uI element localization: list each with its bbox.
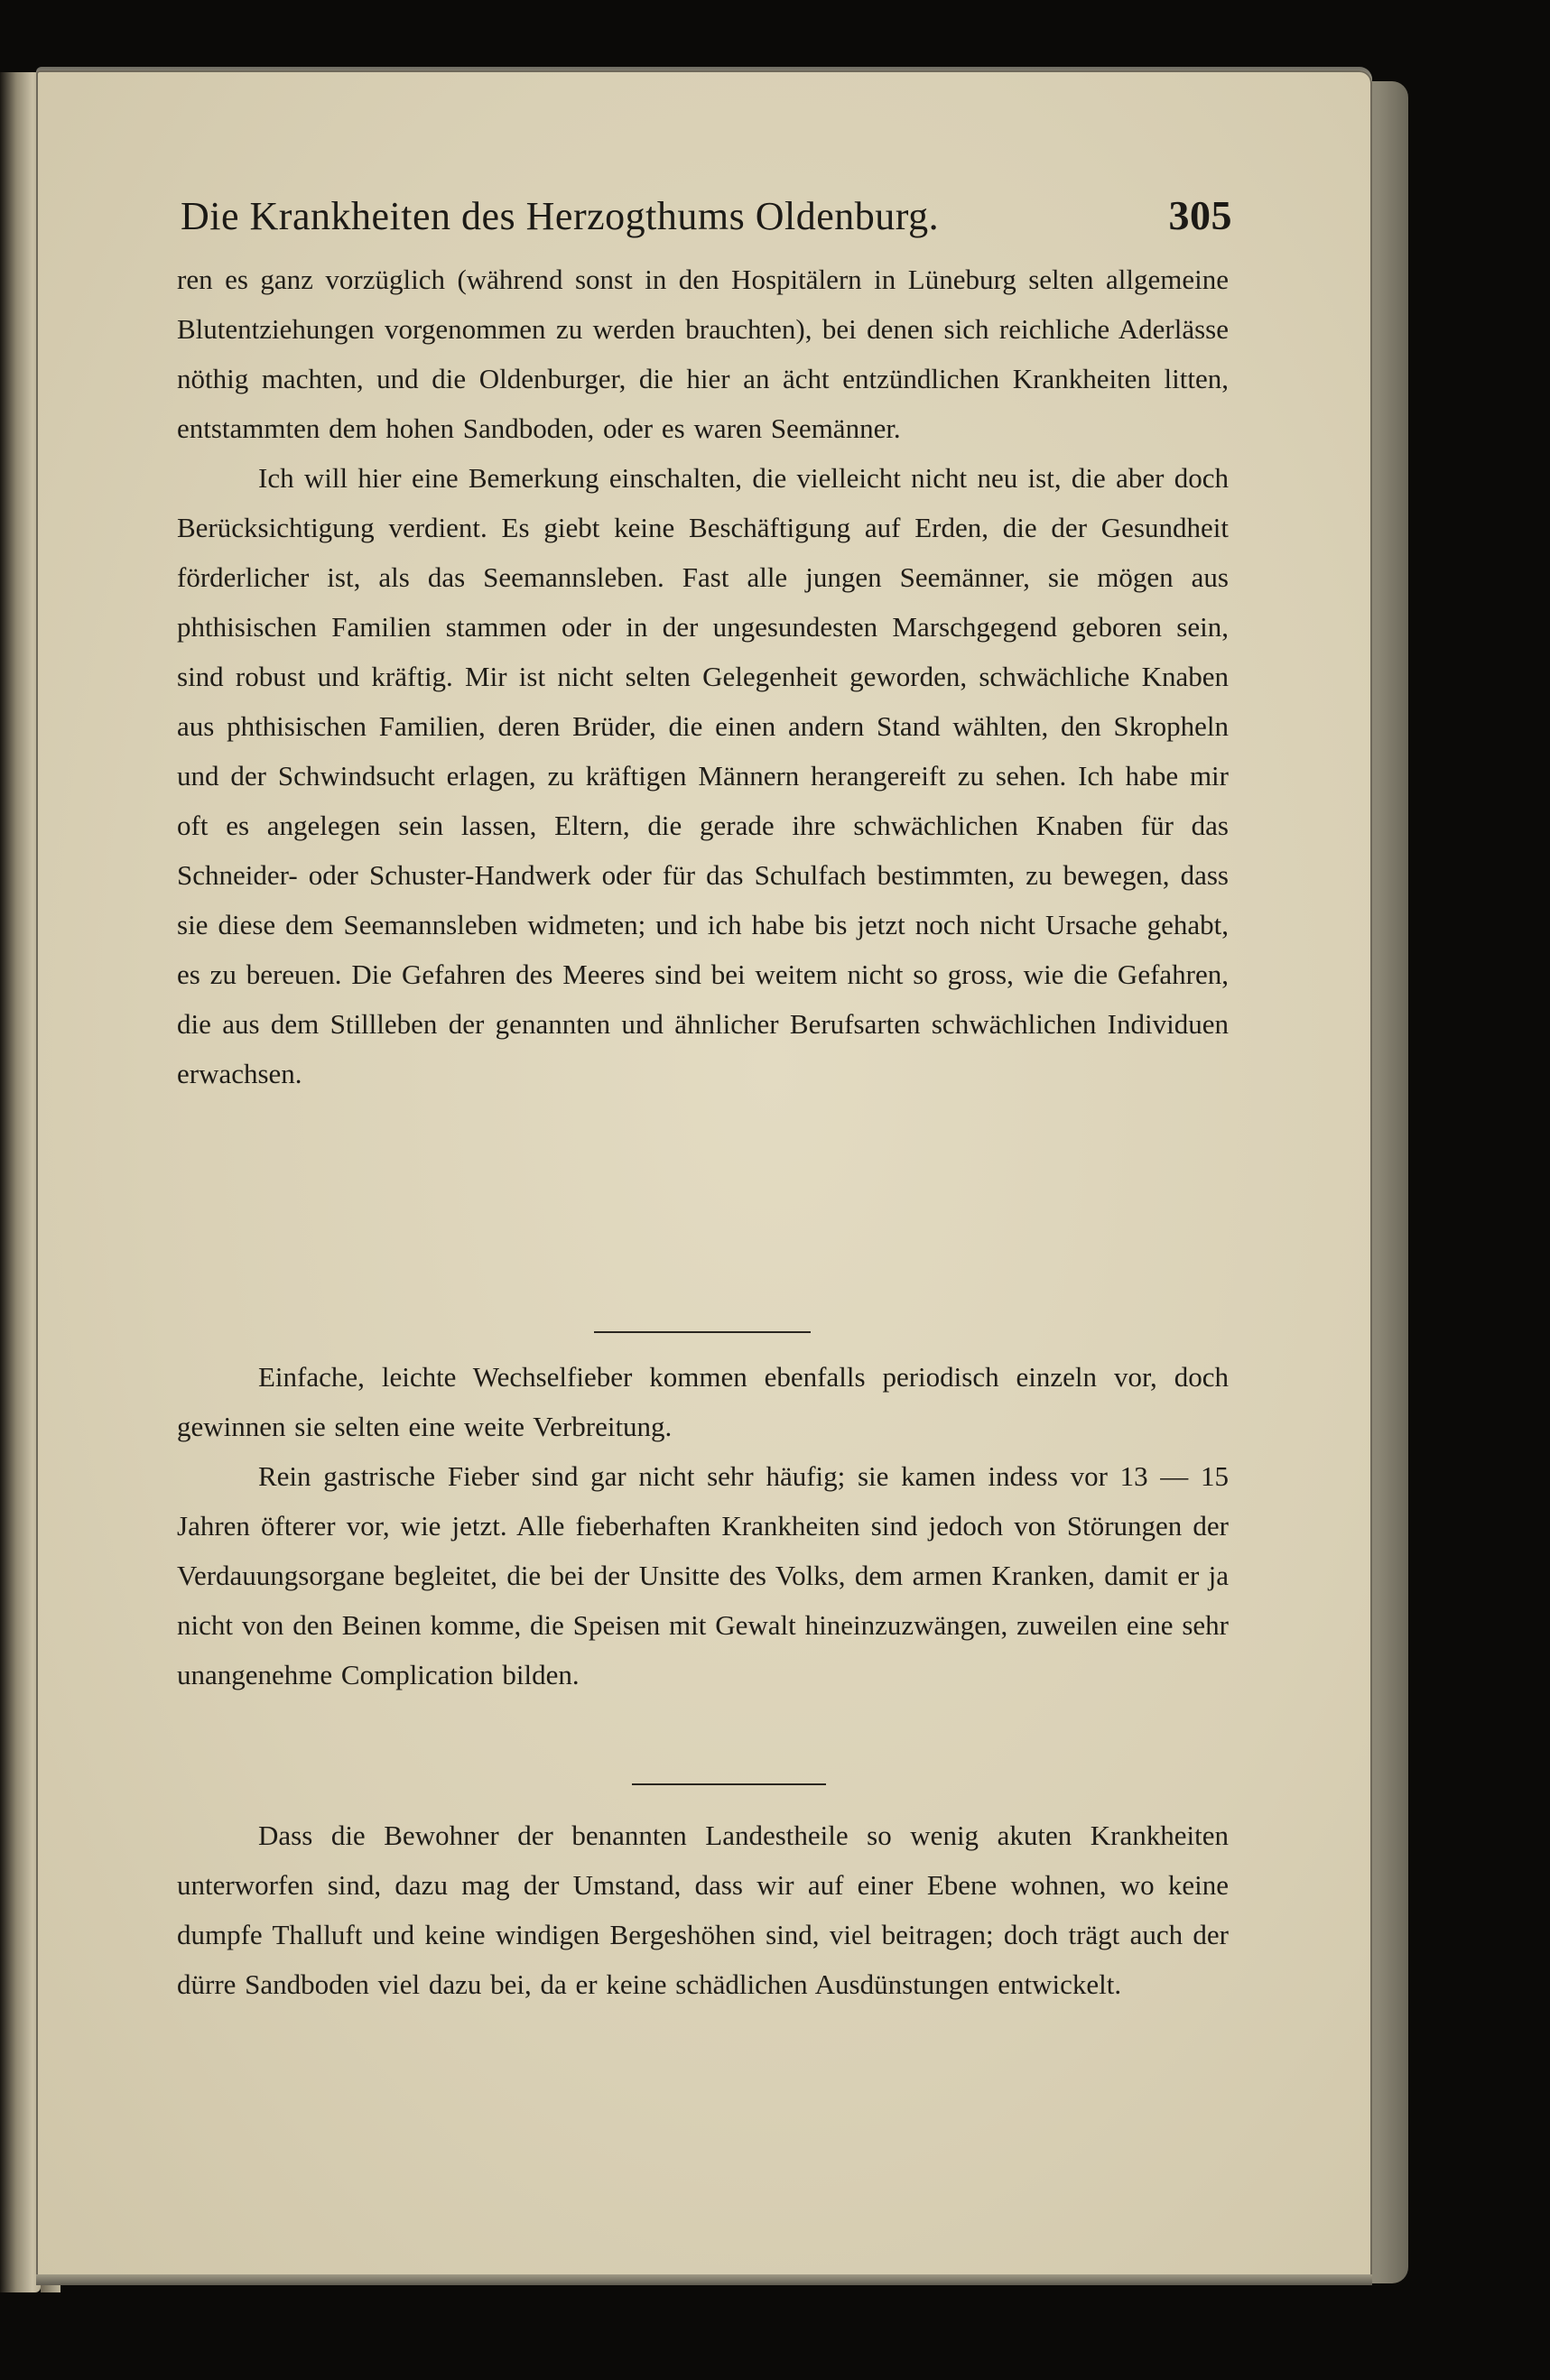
- page-number: 305: [1168, 192, 1232, 238]
- paragraph: Dass die Bewohner der benannten Landestheile so wenig akuten Krankheiten unterworfen sind, dazu mag der Umstand, dass wir auf einer Ebene wohnen, wo keine dumpfe Thalluft und keine windigen Bergeshöhen sind, viel beitragen; doch trägt auch der dürre Sandboden viel dazu bei, da er keine schädlichen Ausdünstungen entwickelt.: [177, 1820, 1229, 2000]
- running-title: Die Krankheiten des Herzogthums Oldenburg.: [181, 194, 940, 238]
- section-divider: [632, 1783, 826, 1785]
- page-bottom-edge: [36, 2274, 1372, 2285]
- section-divider: [594, 1331, 811, 1333]
- running-head: [181, 191, 1232, 245]
- paragraph: Rein gastrische Fieber sind gar nicht sehr häufig; sie kamen indess vor 13 — 15 Jahren öfterer vor, wie jetzt. Alle fieberhaften Krankheiten sind jedoch von Störungen der Verdauungsorgane begleitet, die bei der Unsitte des Volks, dem armen Kranken, damit er ja nicht von den Beinen komme, die Speisen mit Gewalt hineinzuzwängen, zuweilen eine sehr unangenehme Complication bilden.: [177, 1460, 1229, 1690]
- paragraph: Ich will hier eine Bemerkung einschalten, die vielleicht nicht neu ist, die aber doch Berücksichtigung verdient. Es giebt keine Beschäftigung auf Erden, die der Gesundheit förderlicher ist, als das Seemannsleben. Fast alle jungen Seemänner, sie mögen aus phthisischen Familien stammen oder in der ungesundesten Marschgegend geboren sein, sind robust und kräftig. Mir ist nicht selten Gelegenheit geworden, schwächliche Knaben aus phthisischen Familien, deren Brüder, die einen andern Stand wählten, den Skropheln und der Schwindsucht erlagen, zu kräftigen Männern herangereift zu sehen. Ich habe mir oft es angelegen sein lassen, Eltern, die gerade ihre schwächlichen Knaben für das Schneider- oder Schuster-Handwerk oder für das Schulfach bestimmten, zu bewegen, dass sie diese dem Seemannsleben widmeten; und ich habe bis jetzt noch nicht Ursache gehabt, es zu bereuen. Die Gefahren des Meeres sind bei weitem nicht so gross, wie die Gefahren, die aus dem Stillleben der genannten und ähnlicher Berufsarten schwächlichen Individuen erwachsen.: [177, 462, 1229, 1089]
- text-block-2: [177, 1352, 1229, 1699]
- paragraph: Einfache, leichte Wechselfieber kommen ebenfalls periodisch einzeln vor, doch gewinnen sie selten eine weite Verbreitung.: [177, 1361, 1229, 1442]
- paragraph: ren es ganz vorzüglich (während sonst in den Hospitälern in Lüneburg selten allgemeine Blutentziehungen vorgenommen zu werden brauchten), bei denen sich reichliche Aderlässe nöthig machten, und die Oldenburger, die hier an ächt entzündlichen Krankheiten litten, entstammten dem hohen Sandboden, oder es waren Seemänner.: [177, 264, 1229, 444]
- text-block-3: [177, 1810, 1229, 2009]
- text-block-1: [177, 255, 1229, 1098]
- facing-page-edge: [0, 72, 41, 2292]
